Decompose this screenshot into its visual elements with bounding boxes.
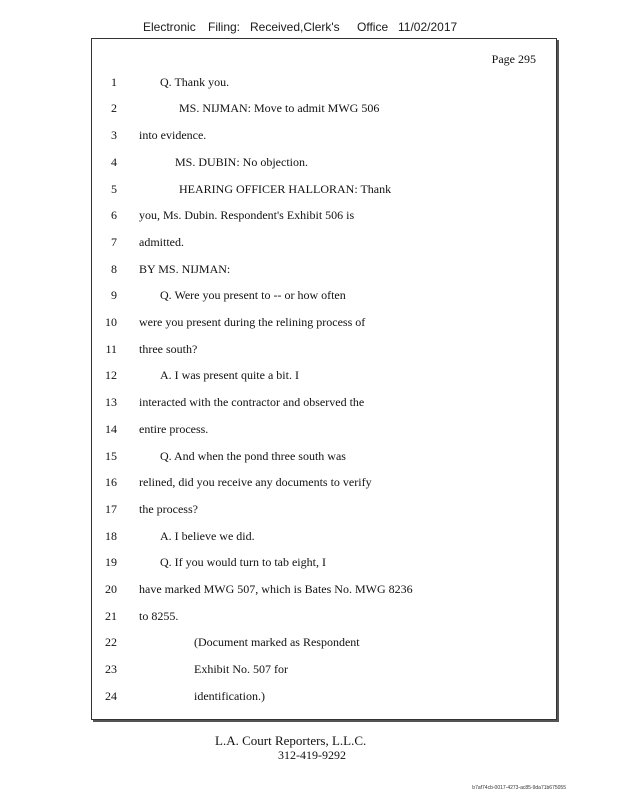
transcript-line <box>92 635 556 653</box>
line-number: 11 <box>105 342 117 356</box>
transcript-line <box>92 555 556 573</box>
transcript-page <box>91 38 557 720</box>
line-text: have marked MWG 507, which is Bates No. MWG 8236 <box>139 582 413 596</box>
line-text: identification.) <box>194 689 265 703</box>
transcript-line <box>92 101 556 119</box>
line-text: the process? <box>139 502 198 516</box>
transcript-line <box>92 155 556 173</box>
line-number: 1 <box>111 75 117 89</box>
line-number: 10 <box>105 315 117 329</box>
transcript-line <box>92 449 556 467</box>
transcript-line <box>92 395 556 413</box>
transcript-line <box>92 262 556 280</box>
transcript-line <box>92 422 556 440</box>
line-text: interacted with the contractor and observed the <box>139 395 365 409</box>
line-number: 2 <box>111 101 117 115</box>
line-text: (Document marked as Respondent <box>194 635 360 649</box>
line-number: 13 <box>105 395 117 409</box>
transcript-line <box>92 502 556 520</box>
line-text: admitted. <box>139 235 184 249</box>
line-text: three south? <box>139 342 198 356</box>
transcript-line <box>92 342 556 360</box>
line-number: 6 <box>111 208 117 222</box>
transcript-line <box>92 475 556 493</box>
line-text: you, Ms. Dubin. Respondent's Exhibit 506 is <box>139 208 355 222</box>
line-number: 21 <box>105 609 117 623</box>
filing-stamp-header <box>0 20 618 38</box>
line-text: entire process. <box>139 422 209 436</box>
line-text: A. I was present quite a bit. I <box>160 368 299 382</box>
line-text: Q. If you would turn to tab eight, I <box>160 555 326 569</box>
line-number: 17 <box>105 502 117 516</box>
line-text: into evidence. <box>139 128 207 142</box>
line-number: 18 <box>105 529 117 543</box>
line-text: relined, did you receive any documents to verify <box>139 475 372 489</box>
line-text: MS. DUBIN: No objection. <box>175 155 308 169</box>
transcript-line <box>92 75 556 93</box>
transcript-line <box>92 368 556 386</box>
transcript-line <box>92 689 556 707</box>
header-electronic: Electronic <box>143 20 196 34</box>
line-text: Q. Were you present to -- or how often <box>160 288 346 302</box>
line-number: 12 <box>105 368 117 382</box>
line-number: 23 <box>105 662 117 676</box>
line-text: HEARING OFFICER HALLORAN: Thank <box>179 182 392 196</box>
transcript-line <box>92 208 556 226</box>
line-number: 22 <box>105 635 117 649</box>
transcript-line <box>92 182 556 200</box>
header-date: 11/02/2017 <box>398 20 458 34</box>
transcript-line <box>92 662 556 680</box>
line-number: 9 <box>111 288 117 302</box>
line-number: 14 <box>105 422 117 436</box>
page-number: Page 295 <box>491 52 536 66</box>
line-text: Q. And when the pond three south was <box>160 449 346 463</box>
line-number: 3 <box>111 128 117 142</box>
line-number: 20 <box>105 582 117 596</box>
header-received: Received,Clerk's <box>250 20 340 34</box>
transcript-line <box>92 235 556 253</box>
transcript-line <box>92 288 556 306</box>
line-number: 5 <box>111 182 117 196</box>
line-text: BY MS. NIJMAN: <box>139 262 231 276</box>
line-text: Exhibit No. 507 for <box>194 662 288 676</box>
line-text: Q. Thank you. <box>160 75 230 89</box>
line-number: 19 <box>105 555 117 569</box>
line-text: MS. NIJMAN: Move to admit MWG 506 <box>179 101 380 115</box>
line-number: 24 <box>105 689 117 703</box>
reporter-phone: 312-419-9292 <box>278 748 346 762</box>
header-office: Office <box>357 20 389 34</box>
header-filing: Filing: <box>208 20 241 34</box>
transcript-line <box>92 128 556 146</box>
line-text: to 8255. <box>139 609 179 623</box>
line-number: 8 <box>111 262 117 276</box>
line-number: 4 <box>111 155 117 169</box>
transcript-line <box>92 315 556 333</box>
line-number: 15 <box>105 449 117 463</box>
line-number: 16 <box>105 475 117 489</box>
document-hash: b7af74cb-0017-4273-ac85-9da71b675055 <box>472 785 566 791</box>
line-text: were you present during the relining process of <box>139 315 366 329</box>
transcript-line <box>92 582 556 600</box>
line-text: A. I believe we did. <box>160 529 255 543</box>
line-number: 7 <box>111 235 117 249</box>
transcript-line <box>92 529 556 547</box>
transcript-line <box>92 609 556 627</box>
reporter-company: L.A. Court Reporters, L.L.C. <box>215 733 367 748</box>
